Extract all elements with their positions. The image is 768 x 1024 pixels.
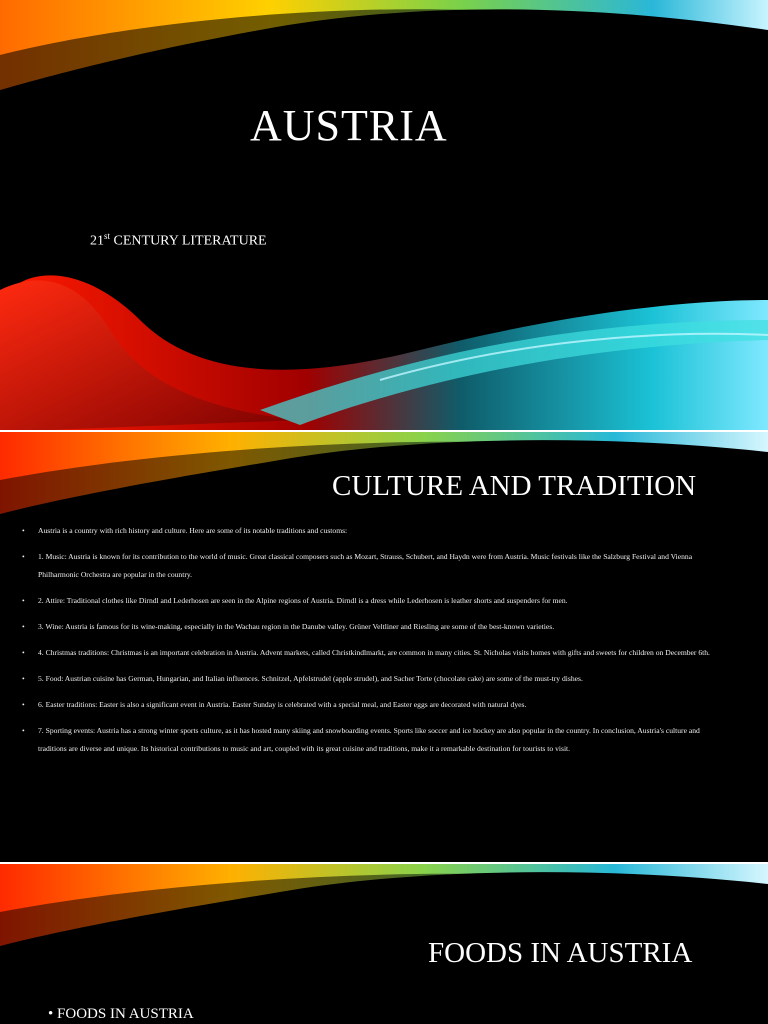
foods-heading: FOODS IN AUSTRIA [428,937,693,969]
culture-heading: CULTURE AND TRADITION [332,470,697,502]
swoosh-background [0,0,768,432]
list-item: • 4. Christmas traditions: Christmas is an important celebration in Austria. Advent markets, called Christkindlmarkt, are common in many cities. St. Nicholas visits homes with gifts and sweets for children on December 6th. [22,644,712,662]
foods-bullet: • FOODS IN AUSTRIA [48,1006,194,1023]
slide-title [0,0,768,432]
list-item: • 7. Sporting events: Austria has a strong winter sports culture, as it has hosted many skiing and snowboarding events. Sports like soccer and ice hockey are also popular in the country. In conclusion, Austria's culture and traditions are diverse and unique. Its historical contributions to music and art, coupled with its great cuisine and traditions, make it a remarkable destination for tourists to visit. [22,722,712,758]
list-item: • 1. Music: Austria is known for its contribution to the world of music. Great classical composers such as Mozart, Strauss, Schubert, and Haydn were from Austria. Music festivals like the Salzburg Festival and Vienna Philharmonic Orchestra are popular in the country. [22,548,712,584]
list-item: • Austria is a country with rich history and culture. Here are some of its notable traditions and customs: [22,522,712,540]
list-item: • 6. Easter traditions: Easter is also a significant event in Austria. Easter Sunday is celebrated with a special meal, and Easter eggs are decorated with natural dyes. [22,696,712,714]
list-item: • 5. Food: Austrian cuisine has German, Hungarian, and Italian influences. Schnitzel, Apfelstrudel (apple strudel), and Sacher Torte (chocolate cake) are some of the must-try dishes. [22,670,712,688]
list-item: • 3. Wine: Austria is famous for its wine-making, especially in the Wachau region in the Danube valley. Grüner Veltliner and Riesling are some of the best-known varieties. [22,618,712,636]
slide-title-heading: AUSTRIA [250,101,448,150]
culture-bullet-list [22,522,712,766]
list-item: • 2. Attire: Traditional clothes like Dirndl and Lederhosen are seen in the Alpine regions of Austria. Dirndl is a dress while Lederhosen is leather shorts and suspenders for men. [22,592,712,610]
slide-subtitle: 21st CENTURY LITERATURE [90,231,267,249]
